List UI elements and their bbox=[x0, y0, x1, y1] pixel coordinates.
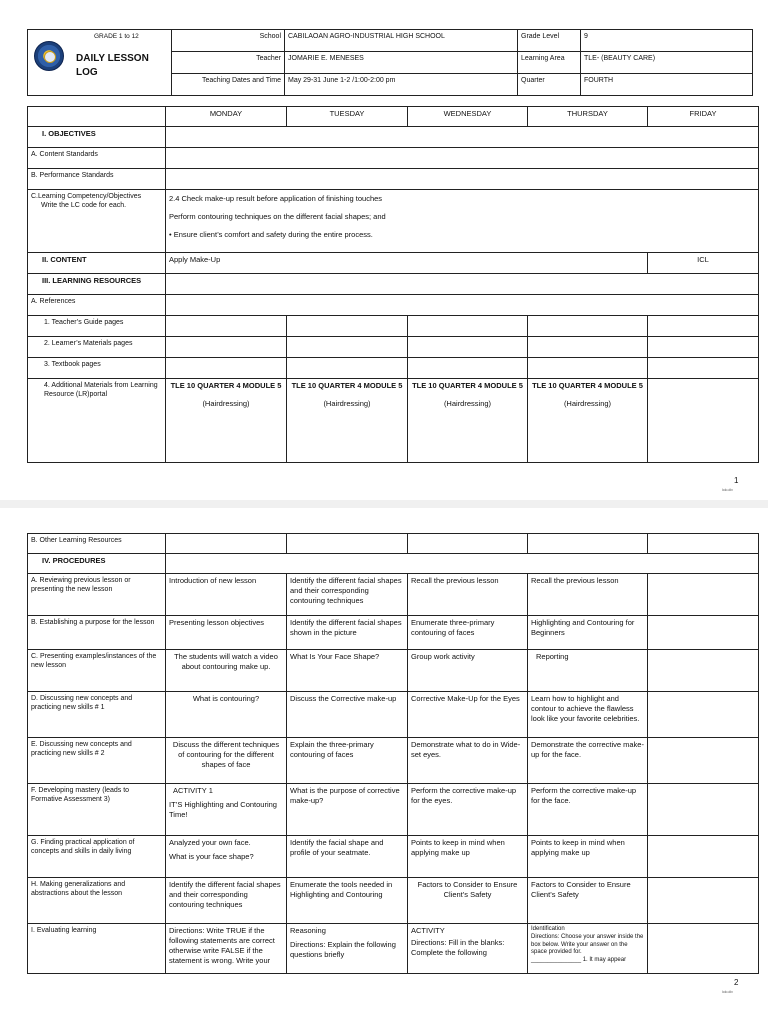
module-cell-wednesday bbox=[408, 379, 528, 463]
learner-materials-label: 2. Learner’s Materials pages bbox=[28, 337, 166, 358]
cell-monday bbox=[166, 784, 287, 836]
quarter-label: Quarter bbox=[518, 74, 581, 96]
table-cell bbox=[408, 337, 528, 358]
competency-cell bbox=[166, 190, 759, 253]
procedure-row-a bbox=[28, 574, 759, 616]
cell-thursday: Perform the corrective make-up for the face. bbox=[528, 784, 648, 836]
module-cell-friday bbox=[648, 379, 759, 463]
module-title: TLE 10 QUARTER 4 MODULE 5 bbox=[532, 381, 643, 390]
objectives-cell bbox=[166, 127, 759, 148]
textbook-label: 3. Textbook pages bbox=[28, 358, 166, 379]
cell-friday bbox=[648, 574, 759, 616]
module-sub: (Hairdressing) bbox=[323, 399, 371, 409]
cell-monday-line: IT’S Highlighting and Contouring Time! bbox=[169, 800, 277, 820]
page-number: 1 bbox=[734, 476, 739, 485]
header-table bbox=[27, 29, 753, 96]
learning-area-value: TLE- (BEAUTY CARE) bbox=[581, 52, 753, 74]
learning-resources-cell bbox=[166, 274, 759, 295]
cell-thursday: Recall the previous lesson bbox=[528, 574, 648, 616]
day-header-thursday: THURSDAY bbox=[528, 107, 648, 127]
procedure-row-f bbox=[28, 784, 759, 836]
module-cell-tuesday bbox=[287, 379, 408, 463]
header-logo-cell bbox=[28, 30, 172, 96]
cell-tuesday bbox=[287, 924, 408, 974]
cell-thursday: Demonstrate the corrective make-up for the face. bbox=[528, 738, 648, 784]
cell-wednesday: Points to keep in mind when applying make up bbox=[408, 836, 528, 878]
cell-thursday-line: _______________ 1. It may appear bbox=[531, 957, 627, 964]
teacher-label: Teacher bbox=[172, 52, 285, 74]
teacher-guide-label: 1. Teacher’s Guide pages bbox=[28, 316, 166, 337]
cell-wednesday: Factors to Consider to Ensure Client’s Safety bbox=[408, 878, 528, 924]
day-header-blank bbox=[28, 107, 166, 127]
cell-wednesday: Corrective Make-Up for the Eyes bbox=[408, 692, 528, 738]
procedure-row-g bbox=[28, 836, 759, 878]
cell-monday-line: ACTIVITY 1 bbox=[173, 786, 213, 795]
procedure-label: D. Discussing new concepts and practicing new skills # 1 bbox=[28, 692, 166, 738]
content-heading: II. CONTENT bbox=[28, 253, 166, 274]
cell-monday: Directions: Write TRUE if the following statements are correct otherwise write FALSE if the statement is wrong. Write your bbox=[166, 924, 287, 974]
cell-friday bbox=[648, 784, 759, 836]
procedure-row-i bbox=[28, 924, 759, 974]
module-sub: (Hairdressing) bbox=[443, 399, 492, 409]
cell-tuesday-line: Directions: Explain the following questions briefly bbox=[290, 940, 396, 960]
procedure-row-b bbox=[28, 616, 759, 650]
competency-line: Perform contouring techniques on the different facial shapes; and bbox=[169, 212, 386, 222]
cell-wednesday: Enumerate three-primary contouring of faces bbox=[408, 616, 528, 650]
content-standards-cell bbox=[166, 148, 759, 169]
lesson-log-table-page1 bbox=[27, 106, 759, 463]
table-cell bbox=[408, 534, 528, 554]
procedure-label: A. Reviewing previous lesson or presenting the new lesson bbox=[28, 574, 166, 616]
procedure-label: I. Evaluating learning bbox=[28, 924, 166, 974]
grade-range: GRADE 1 to 12 bbox=[94, 33, 139, 40]
cell-friday bbox=[648, 878, 759, 924]
cell-monday: The students will watch a video about contouring make up. bbox=[166, 650, 287, 692]
procedure-label: H. Making generalizations and abstractions about the lesson bbox=[28, 878, 166, 924]
objectives-heading: I. OBJECTIVES bbox=[28, 127, 166, 148]
content-value: Apply Make-Up bbox=[166, 253, 648, 274]
page-separator bbox=[0, 500, 768, 508]
page-number: 2 bbox=[734, 978, 739, 987]
dates-label: Teaching Dates and Time bbox=[172, 74, 285, 96]
table-cell bbox=[528, 316, 648, 337]
performance-standards-label: B. Performance Standards bbox=[28, 169, 166, 190]
procedure-row-d bbox=[28, 692, 759, 738]
cell-tuesday: Identify the facial shape and profile of your seatmate. bbox=[287, 836, 408, 878]
school-value: CABILAOAN AGRO-INDUSTRIAL HIGH SCHOOL bbox=[285, 30, 518, 52]
cell-monday-line: Analyzed your own face. bbox=[169, 838, 251, 847]
cell-thursday bbox=[528, 924, 648, 974]
cell-tuesday: Discuss the Corrective make-up bbox=[287, 692, 408, 738]
day-header-tuesday: TUESDAY bbox=[287, 107, 408, 127]
table-cell bbox=[528, 358, 648, 379]
day-header-wednesday: WEDNESDAY bbox=[408, 107, 528, 127]
cell-monday bbox=[166, 836, 287, 878]
grade-level-label: Grade Level bbox=[518, 30, 581, 52]
doc-title: DAILY LESSON LOG bbox=[76, 53, 149, 78]
table-cell bbox=[408, 316, 528, 337]
module-sub: (Hairdressing) bbox=[563, 399, 612, 409]
references-cell bbox=[166, 295, 759, 316]
references-label: A. References bbox=[28, 295, 166, 316]
table-cell bbox=[287, 337, 408, 358]
module-sub: (Hairdressing) bbox=[202, 399, 250, 409]
performance-standards-cell bbox=[166, 169, 759, 190]
competency-line: 2.4 Check make-up result before application of finishing touches bbox=[169, 194, 383, 203]
cell-wednesday: Perform the corrective make-up for the eyes. bbox=[408, 784, 528, 836]
table-cell bbox=[408, 358, 528, 379]
cell-wednesday-line: ACTIVITY bbox=[411, 926, 445, 935]
learning-area-label: Learning Area bbox=[518, 52, 581, 74]
procedures-cell bbox=[166, 554, 759, 574]
cell-thursday: Learn how to highlight and contour to achieve the flawless look like your favorite celebrities. bbox=[528, 692, 648, 738]
school-seal-logo bbox=[34, 41, 64, 71]
procedure-row-e bbox=[28, 738, 759, 784]
cell-monday: Discuss the different techniques of contouring for the different shapes of face bbox=[166, 738, 287, 784]
cell-thursday: Highlighting and Contouring for Beginners bbox=[528, 616, 648, 650]
grade-level-value: 9 bbox=[581, 30, 753, 52]
cell-tuesday: What is the purpose of corrective make-up? bbox=[287, 784, 408, 836]
dates-value: May 29-31 June 1-2 /1:00-2:00 pm bbox=[285, 74, 518, 96]
cell-monday: What is contouring? bbox=[166, 692, 287, 738]
cell-thursday-line: Directions: Choose your answer inside the box below. Write your answer on the space provided for. bbox=[531, 933, 644, 956]
table-cell bbox=[648, 534, 759, 554]
cell-monday: Identify the different facial shapes and their corresponding contouring techniques bbox=[166, 878, 287, 924]
quarter-value: FOURTH bbox=[581, 74, 753, 96]
cell-wednesday: Demonstrate what to do in Wide-set eyes. bbox=[408, 738, 528, 784]
cell-wednesday: Group work activity bbox=[408, 650, 528, 692]
module-cell-thursday bbox=[528, 379, 648, 463]
competency-label-cell bbox=[28, 190, 166, 253]
module-title: TLE 10 QUARTER 4 MODULE 5 bbox=[170, 381, 282, 390]
cell-wednesday: Recall the previous lesson bbox=[408, 574, 528, 616]
cell-friday bbox=[648, 836, 759, 878]
cell-monday-line: What is your face shape? bbox=[169, 852, 254, 862]
cell-thursday-line: Identification bbox=[531, 926, 565, 932]
additional-materials-label: 4. Additional Materials from Learning Resource (LR)portal bbox=[28, 379, 166, 463]
procedure-row-h bbox=[28, 878, 759, 924]
table-cell bbox=[287, 534, 408, 554]
cell-tuesday: What Is Your Face Shape? bbox=[287, 650, 408, 692]
competency-line: • Ensure client’s comfort and safety during the entire process. bbox=[169, 230, 373, 240]
page-tag: lolo.div bbox=[722, 488, 733, 492]
table-cell bbox=[166, 316, 287, 337]
other-resources-label: B. Other Learning Resources bbox=[28, 534, 166, 554]
module-cell-monday bbox=[166, 379, 287, 463]
cell-tuesday-line: Reasoning bbox=[290, 926, 326, 935]
cell-wednesday bbox=[408, 924, 528, 974]
cell-tuesday: Identify the different facial shapes and their corresponding contouring techniques bbox=[287, 574, 408, 616]
table-cell bbox=[166, 337, 287, 358]
day-header-friday: FRIDAY bbox=[648, 107, 759, 127]
procedures-heading: IV. PROCEDURES bbox=[28, 554, 166, 574]
table-cell bbox=[166, 534, 287, 554]
day-header-monday: MONDAY bbox=[166, 107, 287, 127]
cell-thursday: Points to keep in mind when applying make up bbox=[528, 836, 648, 878]
cell-monday: Introduction of new lesson bbox=[166, 574, 287, 616]
procedure-label: B. Establishing a purpose for the lesson bbox=[28, 616, 166, 650]
table-cell bbox=[287, 358, 408, 379]
content-friday: ICL bbox=[648, 253, 759, 274]
cell-friday bbox=[648, 650, 759, 692]
module-title: TLE 10 QUARTER 4 MODULE 5 bbox=[291, 381, 403, 390]
table-cell bbox=[648, 358, 759, 379]
procedure-label: C. Presenting examples/instances of the new lesson bbox=[28, 650, 166, 692]
learning-resources-heading: III. LEARNING RESOURCES bbox=[28, 274, 166, 295]
school-label: School bbox=[172, 30, 285, 52]
cell-monday: Presenting lesson objectives bbox=[166, 616, 287, 650]
page-tag: lolo.div bbox=[722, 990, 733, 994]
competency-label: C.Learning Competency/Objectives bbox=[31, 193, 142, 200]
cell-wednesday-line: Directions: Fill in the blanks: Complete the following bbox=[411, 938, 505, 958]
teacher-value: JOMARIE E. MENESES bbox=[285, 52, 518, 74]
cell-friday bbox=[648, 738, 759, 784]
table-cell bbox=[287, 316, 408, 337]
lesson-log-table-page2 bbox=[27, 533, 759, 974]
procedure-label: F. Developing mastery (leads to Formative Assessment 3) bbox=[28, 784, 166, 836]
cell-thursday: Factors to Consider to Ensure Client’s Safety bbox=[528, 878, 648, 924]
table-cell bbox=[648, 337, 759, 358]
cell-tuesday: Explain the three-primary contouring of faces bbox=[287, 738, 408, 784]
cell-tuesday: Identify the different facial shapes shown in the picture bbox=[287, 616, 408, 650]
procedure-label: G. Finding practical application of concepts and skills in daily living bbox=[28, 836, 166, 878]
procedure-row-c bbox=[28, 650, 759, 692]
table-cell bbox=[648, 316, 759, 337]
table-cell bbox=[528, 534, 648, 554]
table-cell bbox=[528, 337, 648, 358]
cell-friday bbox=[648, 924, 759, 974]
cell-friday bbox=[648, 616, 759, 650]
procedure-label: E. Discussing new concepts and practicing new skills # 2 bbox=[28, 738, 166, 784]
content-standards-label: A. Content Standards bbox=[28, 148, 166, 169]
table-cell bbox=[166, 358, 287, 379]
competency-sub: Write the LC code for each. bbox=[41, 202, 127, 210]
cell-tuesday: Enumerate the tools needed in Highlighting and Contouring bbox=[287, 878, 408, 924]
cell-friday bbox=[648, 692, 759, 738]
cell-thursday: Reporting bbox=[528, 650, 648, 692]
module-title: TLE 10 QUARTER 4 MODULE 5 bbox=[412, 381, 523, 390]
